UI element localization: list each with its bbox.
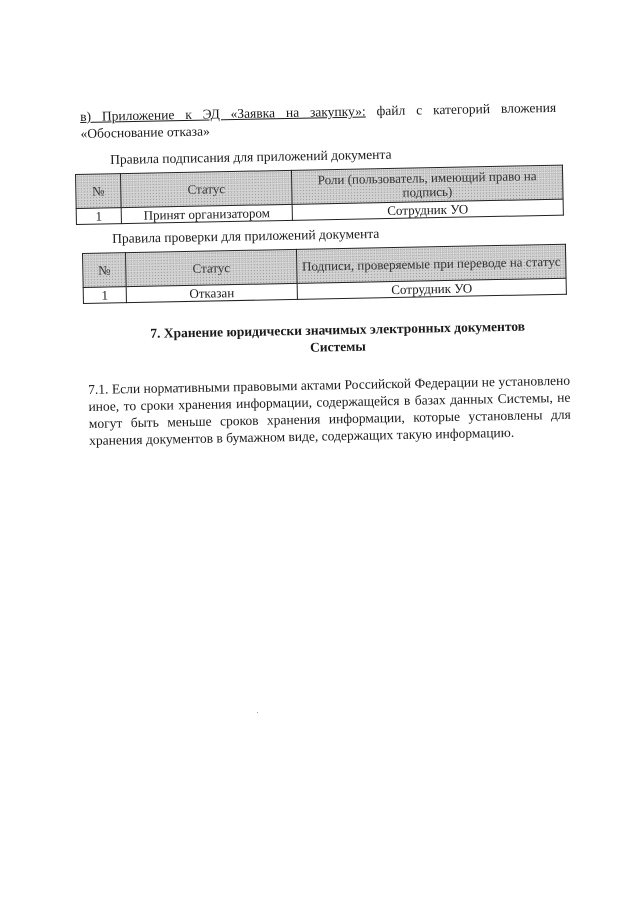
section-7-1-paragraph: 7.1. Если нормативными правовыми актами Российской Федерации не установлено иное, то сроки хранения информации, содержащейся в базах данных Системы, не могут быть меньше сроков хранения информации, которые установлены для хранения документов в бумажном виде, содержащих такую информацию. xyxy=(88,372,571,448)
cell-signatures: Сотрудник УО xyxy=(297,278,566,299)
header-cell-roles: Роли (пользователь, имеющий право на подпись) xyxy=(291,165,563,204)
cell-status: Отказан xyxy=(126,283,297,302)
signing-rules-table xyxy=(75,165,564,225)
section-v-paragraph xyxy=(80,99,557,142)
cell-status: Принят организатором xyxy=(121,204,292,223)
check-rules-table xyxy=(82,244,567,304)
header-cell-status: Статус xyxy=(126,249,298,286)
header-cell-status: Статус xyxy=(121,170,293,207)
scan-speck xyxy=(257,712,258,713)
signing-rules-caption: Правила подписания для приложений документа xyxy=(110,146,392,167)
header-cell-signatures: Подписи, проверяемые при переводе на статус xyxy=(296,244,566,283)
cell-number: 1 xyxy=(76,208,121,225)
header-cell-number: № xyxy=(83,253,127,288)
header-cell-number: № xyxy=(76,174,122,209)
cell-roles: Сотрудник УО xyxy=(292,199,563,220)
section-v-link-text: в) Приложение к ЭД «Заявка на закупку»: xyxy=(80,103,366,124)
section-v-rest-text: файл с категорий вложения «Обоснование отказа» xyxy=(80,99,557,141)
section-7-heading: 7. Хранение юридически значимых электронных документов Системы xyxy=(150,318,526,355)
check-rules-caption: Правила проверки для приложений документа xyxy=(112,225,380,246)
cell-number: 1 xyxy=(83,287,126,304)
